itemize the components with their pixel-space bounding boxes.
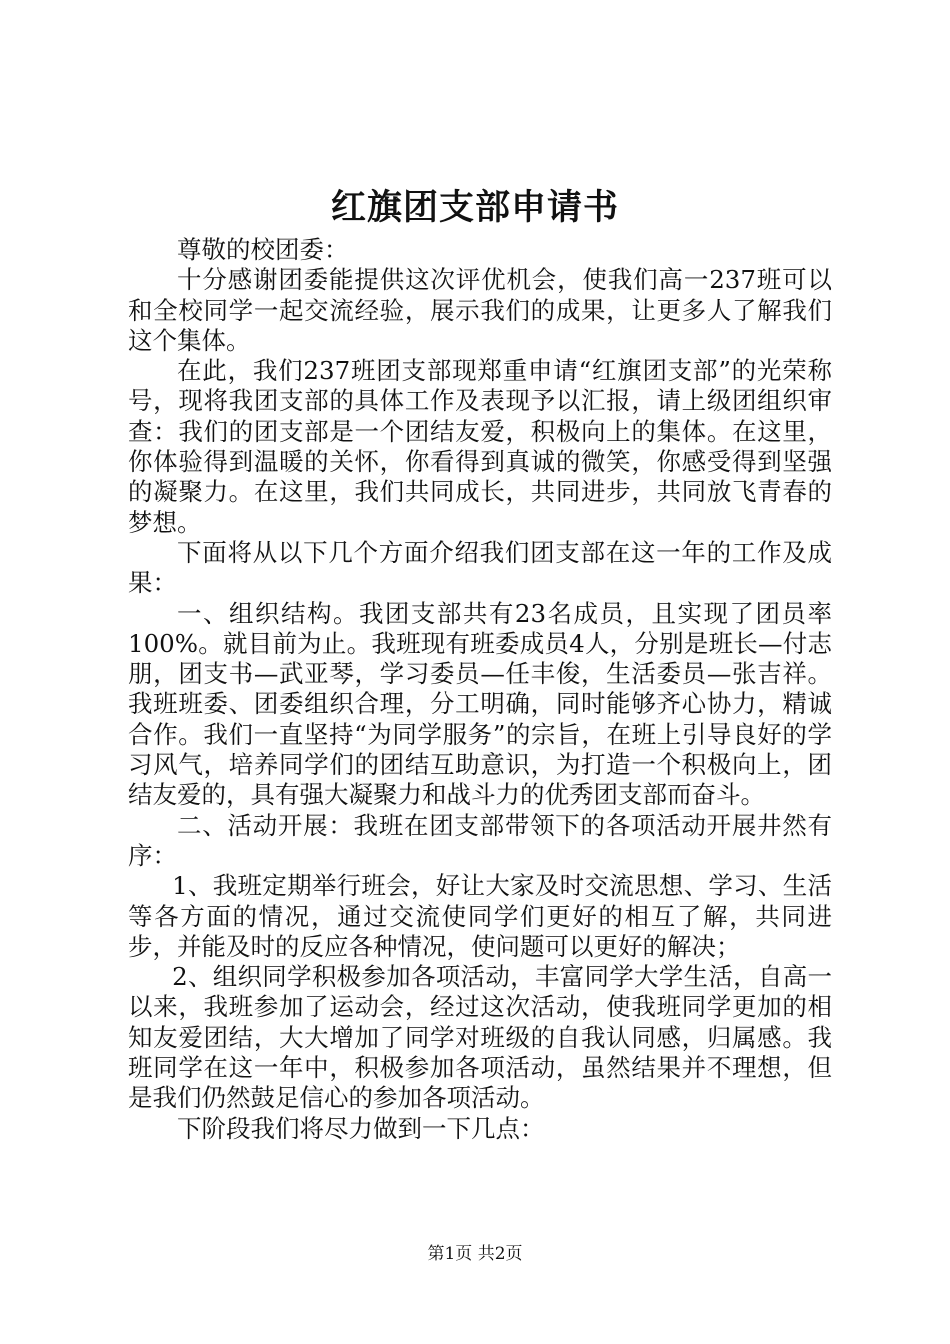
- paragraph-application: 在此，我们237班团支部现郑重申请“红旗团支部”的光荣称号，现将我团支部的具体工作及表现予以汇报，请上级团组织审查：我们的团支部是一个团结友爱，积极向上的集体。在这里，你体验得到温暖的关怀，你看得到真诚的微笑，你感受得到坚强的凝聚力。在这里，我们共同成长，共同进步，共同放飞青春的梦想。: [128, 356, 832, 537]
- paragraph-structure: 一、组织结构。我团支部共有23名成员，且实现了团员率100%。就目前为止。我班现有班委成员4人，分别是班长—付志朋，团支书—武亚琴，学习委员—任丰俊，生活委员—张吉祥。我班班委、团委组织合理，分工明确，同时能够齐心协力，精诚合作。我们一直坚持“为同学服务”的宗旨，在班上引导良好的学习风气，培养同学们的团结互助意识，为打造一个积极向上，团结友爱的，具有强大凝聚力和战斗力的优秀团支部而奋斗。: [128, 598, 832, 810]
- list-item-class-meetings: 1、我班定期举行班会，好让大家及时交流思想、学习、生活等各方面的情况，通过交流使同学们更好的相互了解，共同进步，并能及时的反应各种情况，使问题可以更好的解决；: [128, 871, 832, 961]
- page-footer: 第1页 共2页: [427, 1244, 523, 1264]
- paragraph-thanks: 十分感谢团委能提供这次评优机会，使我们高一237班可以和全校同学一起交流经验，展示我们的成果，让更多人了解我们这个集体。: [128, 265, 832, 355]
- document-title: 红旗团支部申请书: [330, 187, 619, 228]
- paragraph-intro: 下面将从以下几个方面介绍我们团支部在这一年的工作及成果：: [128, 537, 832, 598]
- paragraph-activities: 二、活动开展：我班在团支部带领下的各项活动开展井然有序：: [128, 810, 832, 870]
- salutation: 尊敬的校团委：: [177, 235, 349, 264]
- document-body: [128, 235, 832, 1144]
- list-item-activities: 2、组织同学积极参加各项活动，丰富同学大学生活，自高一以来，我班参加了运动会，经过这次活动，使我班同学更加的相知友爱团结，大大增加了同学对班级的自我认同感，归属感。我班同学在这一年中，积极参加各项活动，虽然结果并不理想，但是我们仍然鼓足信心的参加各项活动。: [128, 962, 832, 1113]
- paragraph-next-steps: 下阶段我们将尽力做到一下几点：: [177, 1113, 545, 1143]
